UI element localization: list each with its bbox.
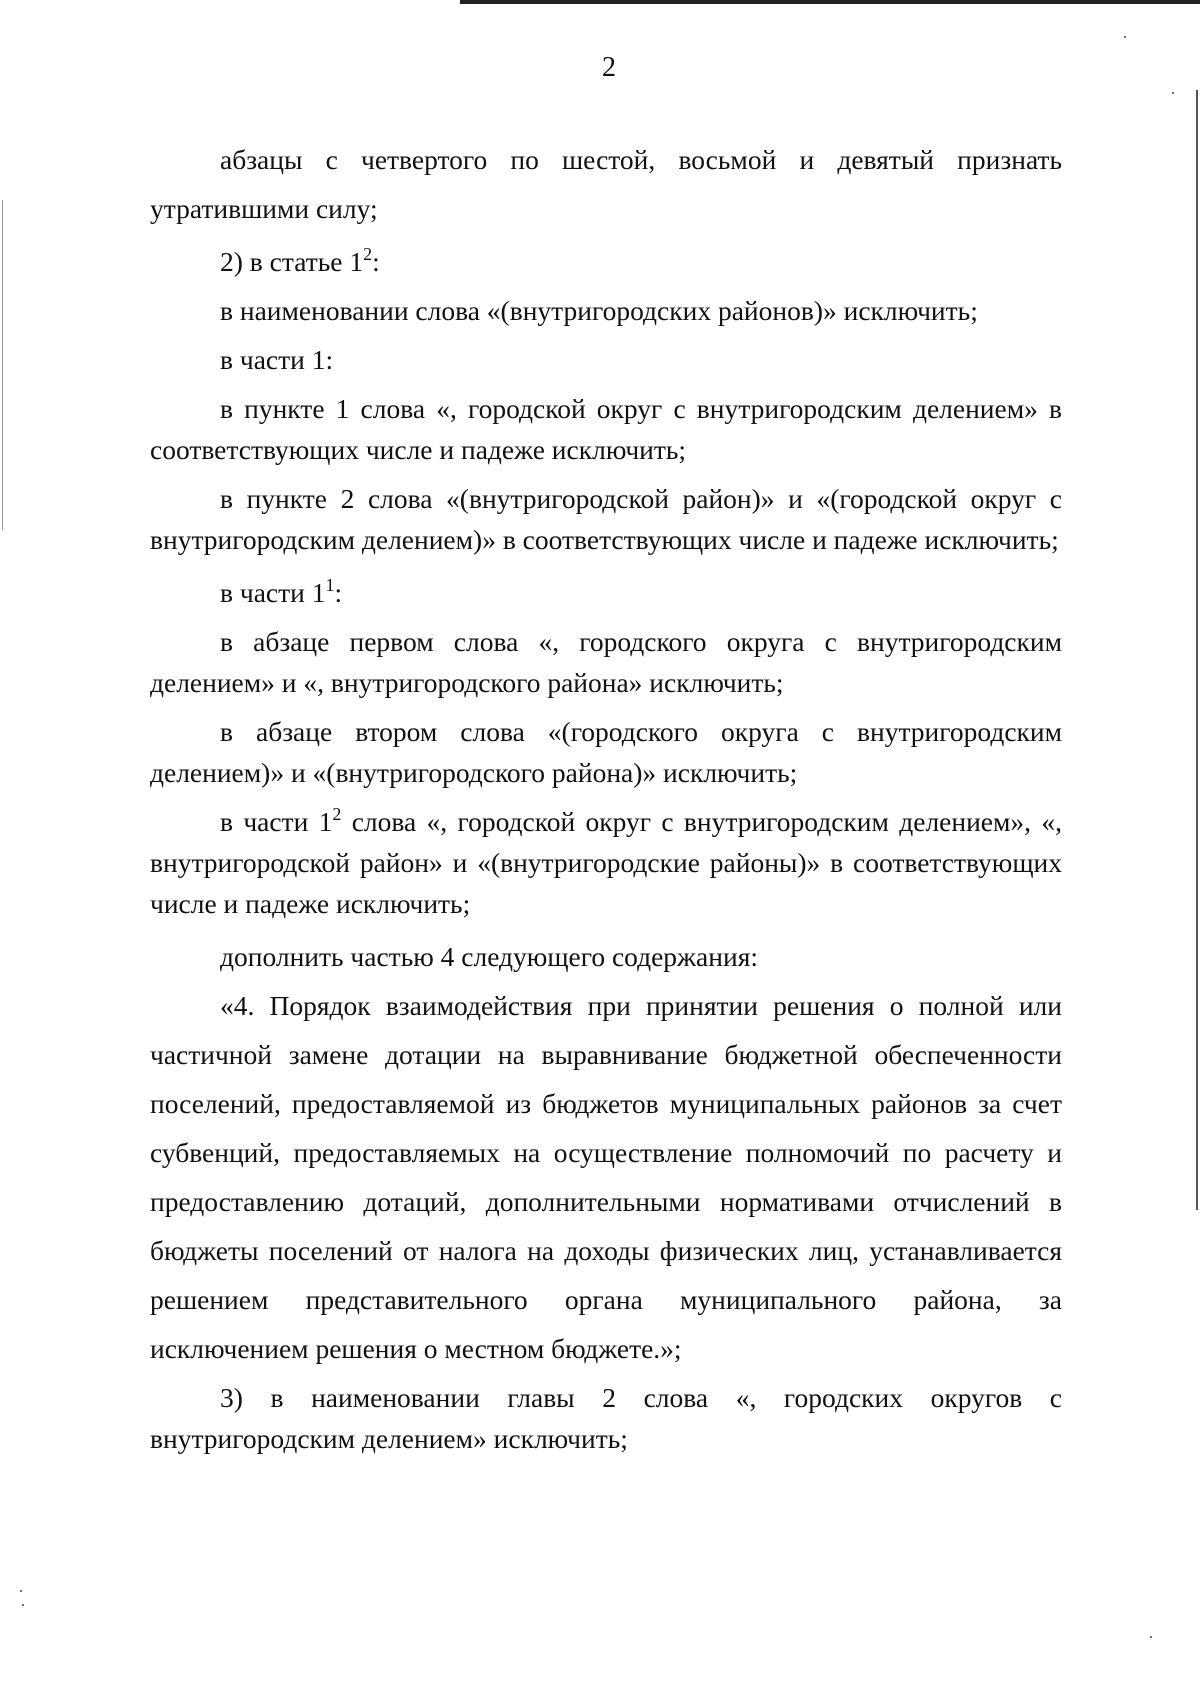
- paragraph: в абзаце первом слова «, городского округа с внутригородским делением» и «, внутригородского района» исключить;: [150, 626, 1062, 698]
- paragraph: 3) в наименовании главы 2 слова «, городских округов с внутригородским делением» исключить;: [150, 1382, 1062, 1454]
- scan-speck: [1124, 36, 1126, 38]
- paragraph: в пункте 1 слова «, городской округ с внутригородским делением» в соответствующих числе и падеже исключить;: [150, 393, 1062, 465]
- paragraph: дополнить частью 4 следующего содержания:: [220, 941, 758, 972]
- paragraph: в части 1:: [220, 344, 334, 375]
- paragraph-quoted-part-4: «4. Порядок взаимодействия при принятии решения о полной или частичной замене дотации на выравнивание бюджетной обеспеченности поселений, предоставляемой из бюджетов муниципальных районов за счет субвенций, предоставляемых на осуществление полномочий по расчету и предоставлению дотаций, дополнительными нормативами отчислений в бюджеты поселений от налога на доходы физических лиц, устанавливается решением представительного органа муниципального района, за исключением решения о местном бюджете.»;: [150, 990, 1062, 1364]
- scan-right-edge: [1196, 90, 1198, 1210]
- paragraph: в части $1^2$ слова «, городской округ с внутригородским делением», «, внутригородской район» и «(внутригородские районы)» в соответствующих числе и падеже исключить;: [150, 804, 1062, 919]
- paragraph: в наименовании слова «(внутригородских районов)» исключить;: [220, 295, 978, 326]
- paragraph: 2) в статье $1^2$:: [220, 244, 380, 277]
- scan-speck: [22, 1604, 24, 1606]
- scan-top-border: [460, 0, 1200, 4]
- scan-speck: [1150, 1636, 1152, 1638]
- page-number: 2: [602, 52, 616, 83]
- scan-left-edge: [2, 200, 3, 530]
- paragraph: в пункте 2 слова «(внутригородской район)» и «(городской округ с внутригородским делением)» в соответствующих числе и падеже исключить;: [150, 483, 1062, 555]
- paragraph: в части $1^1$:: [220, 575, 343, 608]
- scan-speck: [20, 1590, 22, 1592]
- paragraph: абзацы с четвертого по шестой, восьмой и девятый признать утратившими силу;: [150, 144, 1062, 224]
- document-body: [150, 135, 1062, 1459]
- scan-speck: [1172, 92, 1174, 94]
- paragraph: в абзаце втором слова «(городского округа с внутригородским делением)» и «(внутригородского района)» исключить;: [150, 716, 1062, 788]
